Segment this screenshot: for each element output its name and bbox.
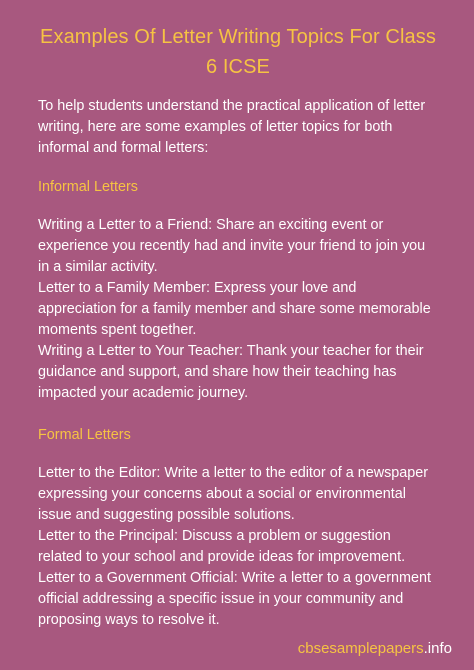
- list-item: Writing a Letter to a Friend: Share an exciting event or experience you recently had and invite your friend to join you in a similar activity.: [38, 217, 426, 275]
- list-item: Letter to a Government Official: Write a letter to a government official addressing a specific issue in your community and proposing ways to resolve it.: [38, 570, 431, 628]
- footer-site-link[interactable]: [298, 640, 452, 658]
- intro-paragraph: To help students understand the practical application of letter writing, here are some examples of letter topics for both informal and formal letters:: [38, 98, 426, 156]
- formal-letters-list: [38, 463, 438, 631]
- list-item: Letter to a Family Member: Express your love and appreciation for a family member and share some memorable moments spent together.: [38, 280, 431, 338]
- footer-domain-suffix: .info: [423, 640, 452, 657]
- footer-brand: cbsesamplepapers: [297, 640, 424, 657]
- informal-letters-list: [38, 215, 438, 404]
- section-heading-formal: Formal Letters: [38, 427, 131, 443]
- list-item: Writing a Letter to Your Teacher: Thank your teacher for their guidance and support, and share how their teaching has impacted your academic journey.: [38, 343, 424, 401]
- list-item: Letter to the Editor: Write a letter to the editor of a newspaper expressing your concerns about a social or environmental issue and suggesting possible solutions.: [38, 465, 429, 523]
- section-heading-informal: Informal Letters: [38, 179, 138, 195]
- page-title: Examples Of Letter Writing Topics For Class 6 ICSE: [40, 26, 436, 78]
- list-item: Letter to the Principal: Discuss a problem or suggestion related to your school and provide ideas for improvement.: [38, 528, 406, 565]
